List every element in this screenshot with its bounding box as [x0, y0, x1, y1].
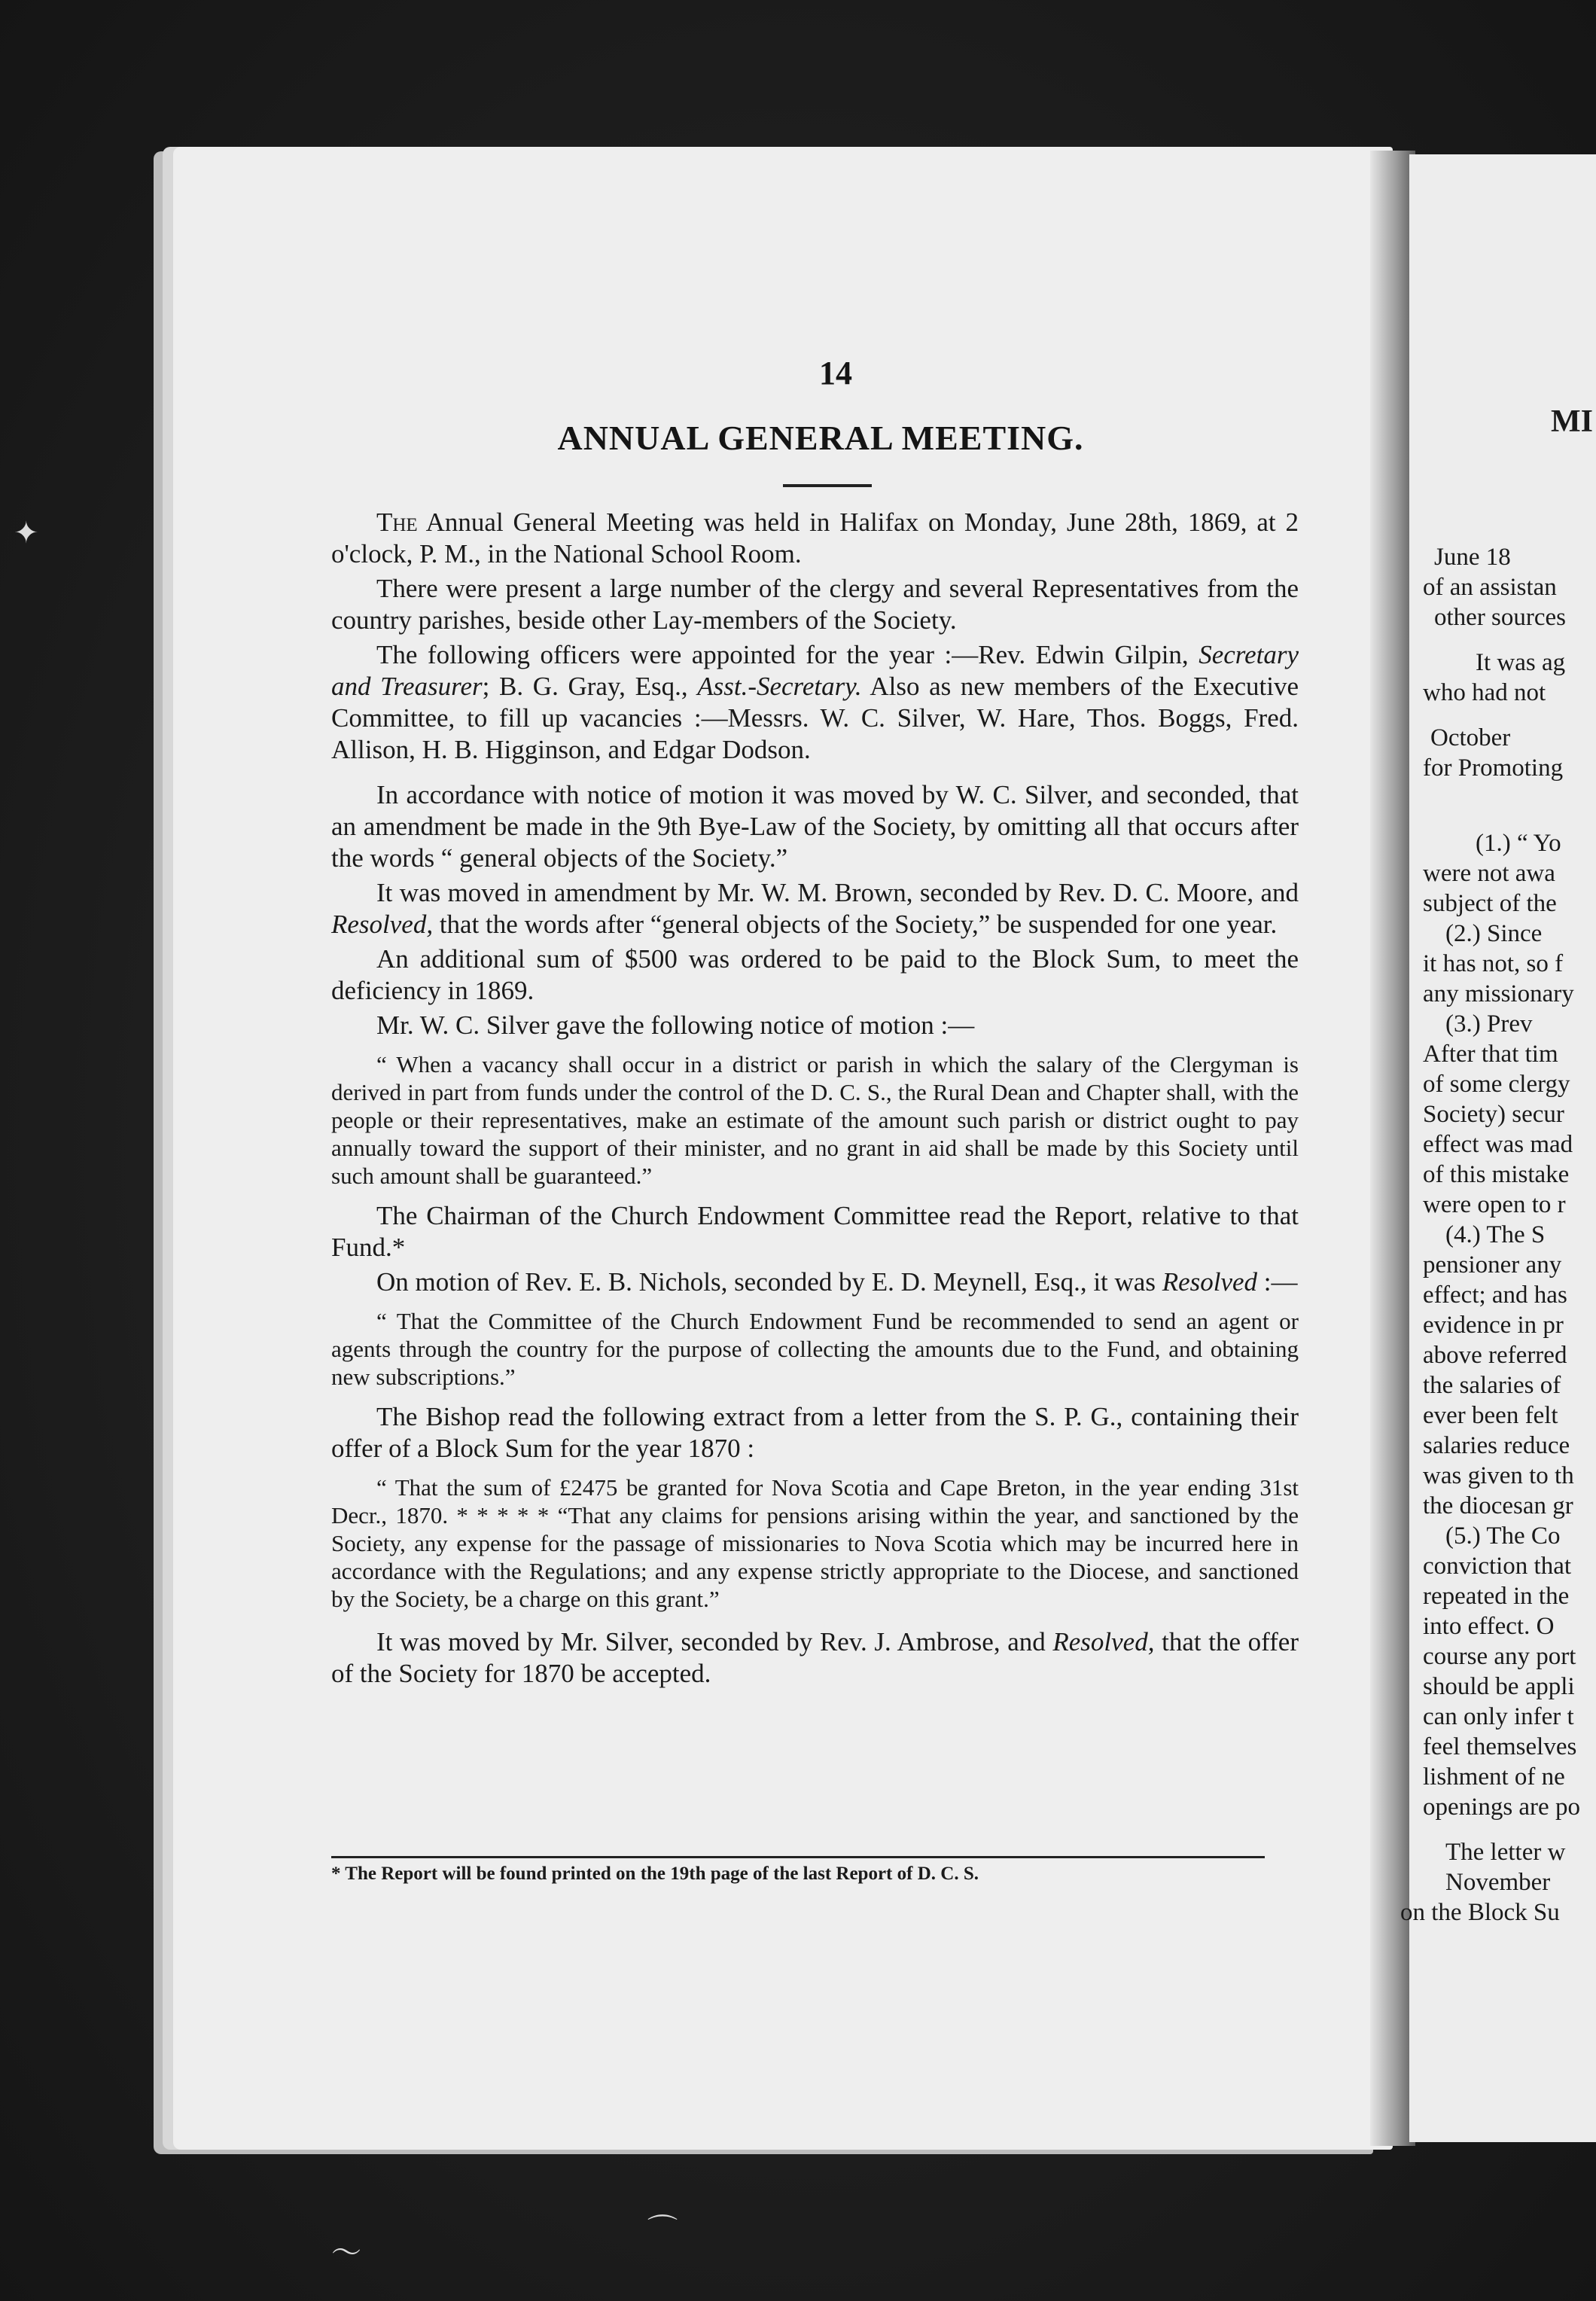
right-page-line: (4.) The S — [1445, 1221, 1546, 1248]
right-page-line: repeated in the — [1423, 1583, 1570, 1610]
book-gutter — [1370, 151, 1415, 2146]
heading-rule — [783, 484, 872, 487]
scan-mark-left: ✦ — [14, 516, 39, 550]
right-page-line: Society) secur — [1423, 1101, 1564, 1128]
right-page-line: were not awa — [1423, 860, 1555, 887]
paragraph-endowment-report: The Chairman of the Church Endowment Committee read the Report, relative to that Fund.* — [331, 1201, 1299, 1262]
right-page-line: October — [1430, 724, 1511, 751]
right-page-line: pensioner any — [1423, 1251, 1562, 1279]
right-page-line: the salaries of — [1423, 1372, 1561, 1399]
paragraph-text: that the offer of the Society for 1870 be accepted. — [331, 1627, 1299, 1688]
right-page-line: evidence in pr — [1423, 1312, 1564, 1339]
right-page-line: ever been felt — [1423, 1402, 1558, 1429]
paragraph-text: It was moved by Mr. Silver, seconded by Rev. J. Ambrose, and — [376, 1627, 1053, 1656]
footnote-rule — [331, 1856, 1265, 1858]
right-page-line: (2.) Since — [1445, 920, 1543, 947]
right-page-line: openings are po — [1423, 1794, 1580, 1821]
paragraph-motion: In accordance with notice of motion it was moved by W. C. Silver, and seconded, that an amendment be made in the 9th Bye-Law of the Society, by omitting all that occurs after the words “ general objects of the Society.” — [331, 780, 1299, 873]
right-page-line: effect; and has — [1423, 1282, 1567, 1309]
right-page-line: it has not, so f — [1423, 950, 1564, 977]
paragraph-nichols-motion — [331, 1266, 1299, 1298]
paragraph-text: Also as new members of the Executive Committee, to fill up vacancies :—Messrs. W. C. Silver, W. Hare, Thos. Boggs, Fred. Allison, H. B. Higginson, and Edgar Dodson. — [331, 672, 1299, 764]
right-page-line: effect was mad — [1423, 1131, 1573, 1158]
paragraph-amendment — [331, 877, 1299, 940]
right-page-line: the diocesan gr — [1423, 1492, 1573, 1519]
paragraph-text: Annual General Meeting was held in Halifax on Monday, June 28th, 1869, at 2 o'clock, P. M., in the National School Room. — [331, 507, 1299, 568]
right-page-line: other sources — [1434, 604, 1567, 631]
quote-block-sum: “ That the sum of £2475 be granted for Nova Scotia and Cape Breton, in the year ending 31st Decr., 1870. * * * * * “That any claims for pensions arising within the year, and sanctioned by the Society, any expense for the passage of missionaries to Nova Scotia which may be incurred here in accordance with the Regulations; and any expense strictly appropriate to the Diocese, and sanctioned by the Society, be a charge on this grant.” — [331, 1474, 1299, 1612]
scan-mark-bottom-1: 〜 — [331, 2235, 361, 2270]
right-page-line: feel themselves — [1423, 1733, 1577, 1760]
page-heading: ANNUAL GENERAL MEETING. — [557, 419, 1084, 457]
right-page-line: above referred — [1423, 1342, 1567, 1369]
right-page-line: June 18 — [1434, 544, 1511, 571]
drop-word: The — [376, 507, 418, 537]
paragraph-text: :— — [1257, 1267, 1298, 1297]
right-page-line: November — [1445, 1869, 1551, 1896]
right-page-line: on the Block Su — [1400, 1899, 1560, 1926]
paragraph-text: On motion of Rev. E. B. Nichols, seconded by E. D. Meynell, Esq., it was — [376, 1267, 1162, 1297]
right-page-line: The letter w — [1445, 1839, 1566, 1866]
quote-endowment-agent: “ That the Committee of the Church Endowment Fund be recommended to send an agent or agents through the country for the purpose of collecting the amounts due to the Fund, and obtaining new subscriptions.” — [331, 1308, 1299, 1390]
paragraph-present: There were present a large number of the clergy and several Representatives from the country parishes, beside other Lay-members of the Society. — [331, 574, 1299, 635]
right-page-line: should be appli — [1423, 1673, 1575, 1700]
paragraph-text: The following officers were appointed for the year :—Rev. Edwin Gilpin, — [376, 640, 1199, 669]
footnote: * The Report will be found printed on the 19th page of the last Report of D. C. S. — [331, 1864, 979, 1884]
right-page-line: It was ag — [1476, 649, 1566, 676]
right-page-line: course any port — [1423, 1643, 1576, 1670]
paragraph-text: ; B. G. Gray, Esq., — [482, 672, 698, 701]
right-page-line: into effect. O — [1423, 1613, 1555, 1640]
scan-mark-bottom-2: ⌒ — [647, 2213, 678, 2248]
right-page-line: of this mistake — [1423, 1161, 1570, 1188]
right-page-line: were open to r — [1423, 1191, 1566, 1218]
italic-text: Asst.-Secretary. — [697, 672, 862, 701]
paragraph-text: that the words after “general objects of the Society,” be suspended for one year. — [433, 910, 1278, 939]
right-page-line: can only infer t — [1423, 1703, 1574, 1730]
right-page-line: for Promoting — [1423, 754, 1564, 782]
right-page-line: After that tim — [1423, 1041, 1558, 1068]
right-page-line: of an assistan — [1423, 574, 1557, 601]
italic-text: Resolved — [1162, 1267, 1258, 1297]
right-page-line: MI — [1551, 404, 1593, 439]
italic-text: Secretary and Treasurer — [331, 640, 1299, 701]
italic-text: Resolved, — [331, 910, 434, 939]
paragraph-bishop-letter: The Bishop read the following extract from a letter from the S. P. G., containing their offer of a Block Sum for the year 1870 : — [331, 1402, 1299, 1463]
right-page-line: (3.) Prev — [1445, 1010, 1533, 1038]
right-page-line: was given to th — [1423, 1462, 1574, 1489]
italic-text: Resolved, — [1052, 1627, 1155, 1656]
paragraph-silver-motion — [331, 1626, 1299, 1690]
body-text — [331, 493, 1299, 1693]
paragraph-meeting — [331, 507, 1299, 570]
paragraph-text: It was moved in amendment by Mr. W. M. Brown, seconded by Rev. D. C. Moore, and — [376, 878, 1299, 907]
quote-vacancy: “ When a vacancy shall occur in a district or parish in which the salary of the Clergyman is derived in part from funds under the control of the D. C. S., the Rural Dean and Chapter shall, with the people or their representatives, make an estimate of the amount such parish or district ought to pay annually toward the support of their minister, and no grant in aid shall be made by this Society until such amount shall be guaranteed.” — [331, 1051, 1299, 1189]
right-page-line: who had not — [1423, 679, 1546, 706]
paragraph-additional-sum: An additional sum of $500 was ordered to be paid to the Block Sum, to meet the deficiency in 1869. — [331, 944, 1299, 1005]
paragraph-officers — [331, 639, 1299, 766]
right-page-line: subject of the — [1423, 890, 1557, 917]
right-page-line: any missionary — [1423, 980, 1574, 1007]
right-page-line: salaries reduce — [1423, 1432, 1570, 1459]
right-page-line: of some clergy — [1423, 1071, 1570, 1098]
right-page-line: conviction that — [1423, 1553, 1572, 1580]
right-page-line: (1.) “ Yo — [1476, 830, 1561, 857]
right-page-line: lishment of ne — [1423, 1763, 1565, 1791]
paragraph-notice: Mr. W. C. Silver gave the following notice of motion :— — [376, 1010, 975, 1040]
right-page-line: (5.) The Co — [1445, 1522, 1561, 1550]
page-number: 14 — [819, 355, 852, 392]
